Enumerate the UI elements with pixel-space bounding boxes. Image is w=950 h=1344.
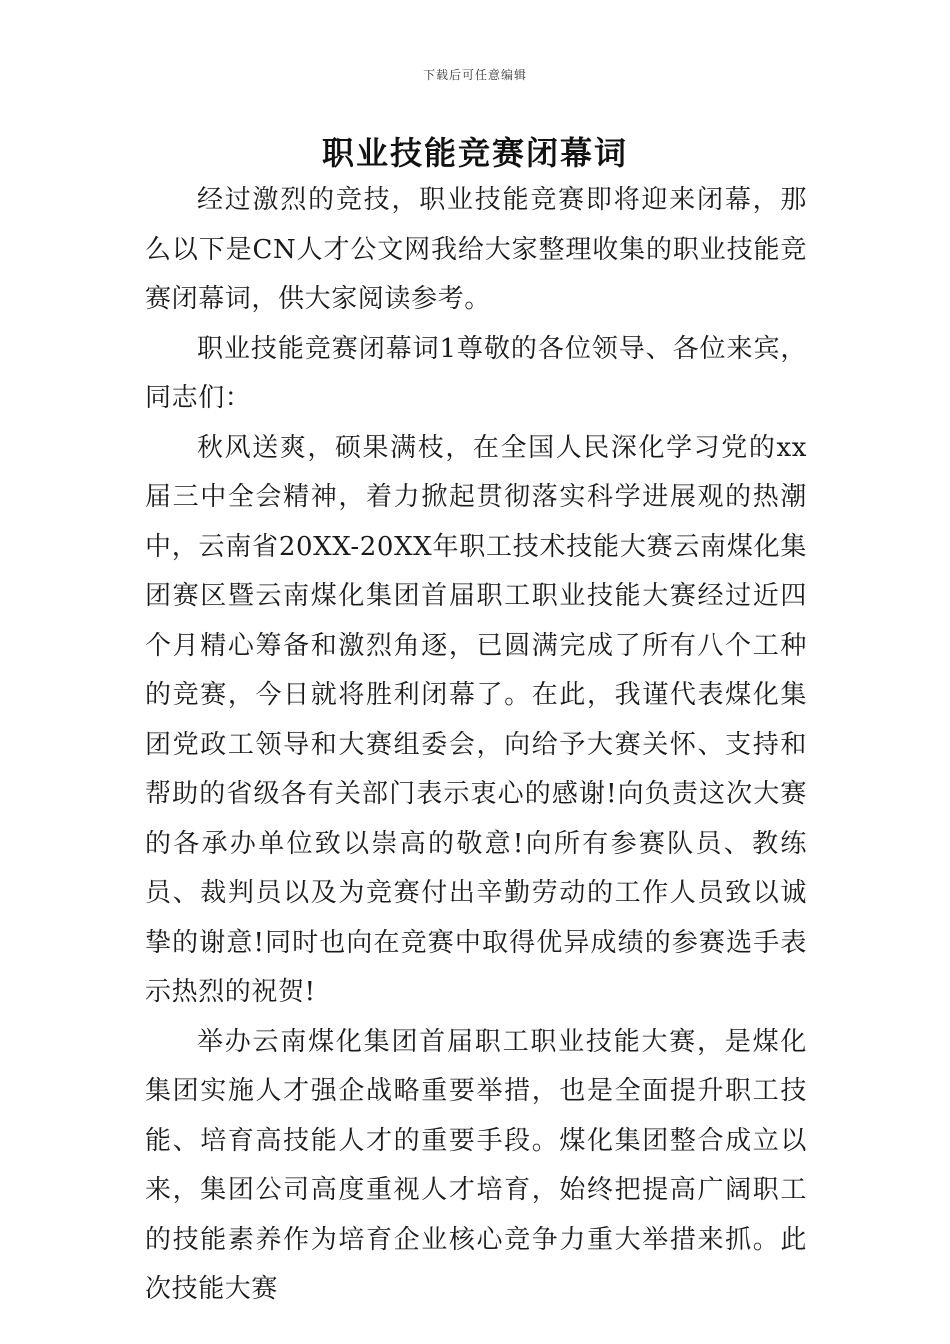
document-body: [145, 176, 807, 1315]
paragraph: 秋风送爽，硕果满枝，在全国人民深化学习党的xx届三中全会精神，着力掀起贯彻落实科学进展观的热潮中，云南省20XX-20XX年职工技术技能大赛云南煤化集团赛区暨云南煤化集团首届职工职业技能大赛经过近四个月精心筹备和激烈角逐，已圆满完成了所有八个工种的竞赛，今日就将胜利闭幕了。在此，我谨代表煤化集团党政工领导和大赛组委会，向给予大赛关怀、支持和帮助的省级各有关部门表示衷心的感谢!向负责这次大赛的各承办单位致以崇高的敬意!向所有参赛队员、教练员、裁判员以及为竞赛付出辛勤劳动的工作人员致以诚挚的谢意!同时也向在竞赛中取得优异成绩的参赛选手表示热烈的祝贺!: [145, 432, 807, 1007]
header-note: 下载后可任意编辑: [422, 68, 527, 82]
paragraph: 举办云南煤化集团首届职工职业技能大赛，是煤化集团实施人才强企战略重要举措，也是全面提升职工技能、培育高技能人才的重要手段。煤化集团整合成立以来，集团公司高度重视人才培育，始终把提高广阔职工的技能素养作为培育企业核心竞争力重大举措来抓。此次技能大赛: [145, 1026, 807, 1304]
document-title: 职业技能竞赛闭幕词: [321, 134, 628, 172]
paragraph: 职业技能竞赛闭幕词1尊敬的各位领导、各位来宾，同志们：: [145, 333, 807, 413]
paragraph: 经过激烈的竞技，职业技能竞赛即将迎来闭幕，那么以下是CN人才公文网我给大家整理收集的职业技能竞赛闭幕词，供大家阅读参考。: [145, 185, 807, 314]
